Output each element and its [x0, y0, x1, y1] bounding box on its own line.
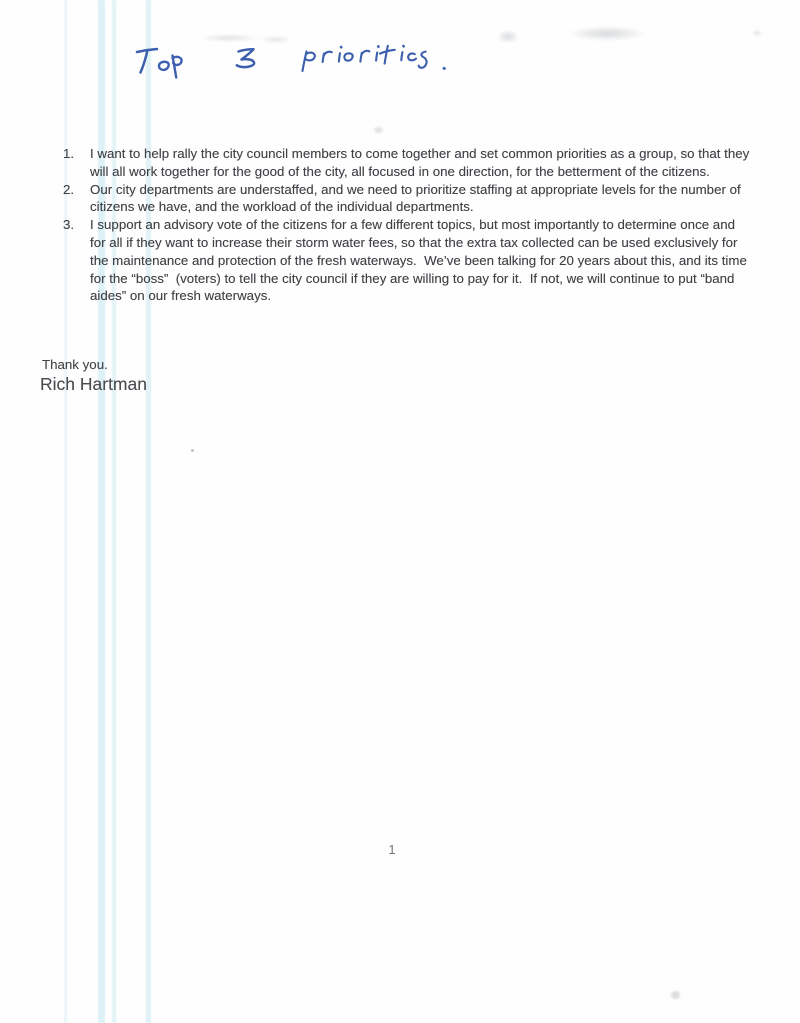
scan-speck: [671, 991, 680, 999]
scan-speck: [374, 127, 383, 133]
list-item: [63, 181, 751, 217]
page-number: 1: [388, 843, 396, 857]
list-item-text: Our city departments are understaffed, and we need to prioritize staffing at appropriate levels for the number of citizens we have, and the workload of the individual departments.: [90, 181, 745, 215]
scan-speck: [191, 449, 194, 452]
scan-smudge: [568, 26, 646, 41]
numbered-list: [63, 145, 751, 305]
signature-name: Rich Hartman: [40, 374, 147, 394]
list-item: [63, 145, 751, 181]
handwritten-title-text: [130, 40, 460, 80]
list-item-number: 2.: [63, 181, 75, 197]
list-item-text: I support an advisory vote of the citizens for a few different topics, but most importantly to determine once and for all if they want to increase their storm water fees, so that the extra tax collected can be used exclusively for the maintenance and protection of the fresh waterways. We’ve been talking for 20 years about this, and its time for the “boss” (voters) to tell the city council if they are willing to pay for it. If not, we will continue to put “band aides” on our fresh waterways.: [90, 217, 751, 304]
list-item: [63, 216, 751, 305]
scan-smudge: [497, 30, 519, 43]
list-item-number: 3.: [63, 217, 75, 233]
closing-thanks: Thank you.: [42, 357, 108, 372]
list-item-text: I want to help rally the city council members to come together and set common priorities as a group, so that they will all work together for the good of the city, all focused in one direction, for the betterment of the citizens.: [90, 146, 753, 179]
list-item-number: 1.: [63, 146, 75, 161]
scan-smudge: [752, 30, 762, 36]
